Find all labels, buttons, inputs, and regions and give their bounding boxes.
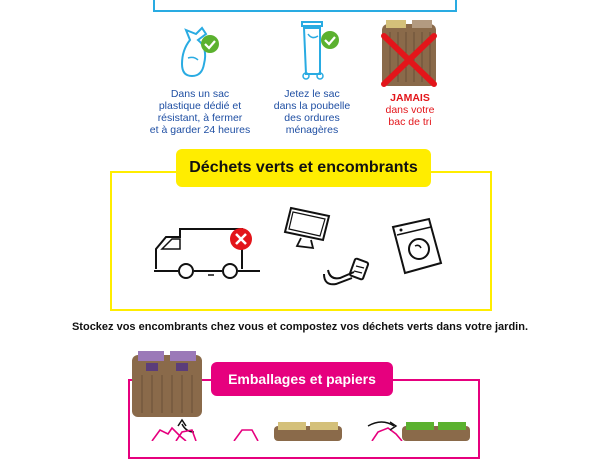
bin-check-icon: [296, 18, 344, 82]
recyclables-icon: [146, 420, 486, 441]
sorting-bin-forbidden-icon: [376, 14, 442, 90]
emballages-title: Emballages et papiers: [228, 371, 376, 387]
caption-poubelle: Jetez le sac dans la poubelle des ordures ménagères: [273, 88, 351, 136]
washing-machine-icon: [389, 215, 447, 277]
tv-icon: [283, 204, 333, 250]
notice-text: Stockez vos encombrants chez vous et compostez vos déchets verts dans votre jardin.: [71, 321, 529, 333]
sorting-bin-icon: [128, 347, 206, 419]
top-frame: [153, 0, 457, 12]
caption-sac: Dans un sac plastique dédié et résistant, à fermer et à garder 24 heures: [149, 88, 251, 136]
caption-jamais-word: JAMAIS: [390, 92, 430, 104]
caption-jamais: dans votre bac de tri: [385, 104, 435, 128]
pipe-icon: [318, 254, 370, 290]
dechets-verts-title: Déchets verts et encombrants: [189, 159, 418, 176]
bag-check-icon: [176, 18, 224, 82]
van-forbidden-icon: [152, 223, 264, 285]
